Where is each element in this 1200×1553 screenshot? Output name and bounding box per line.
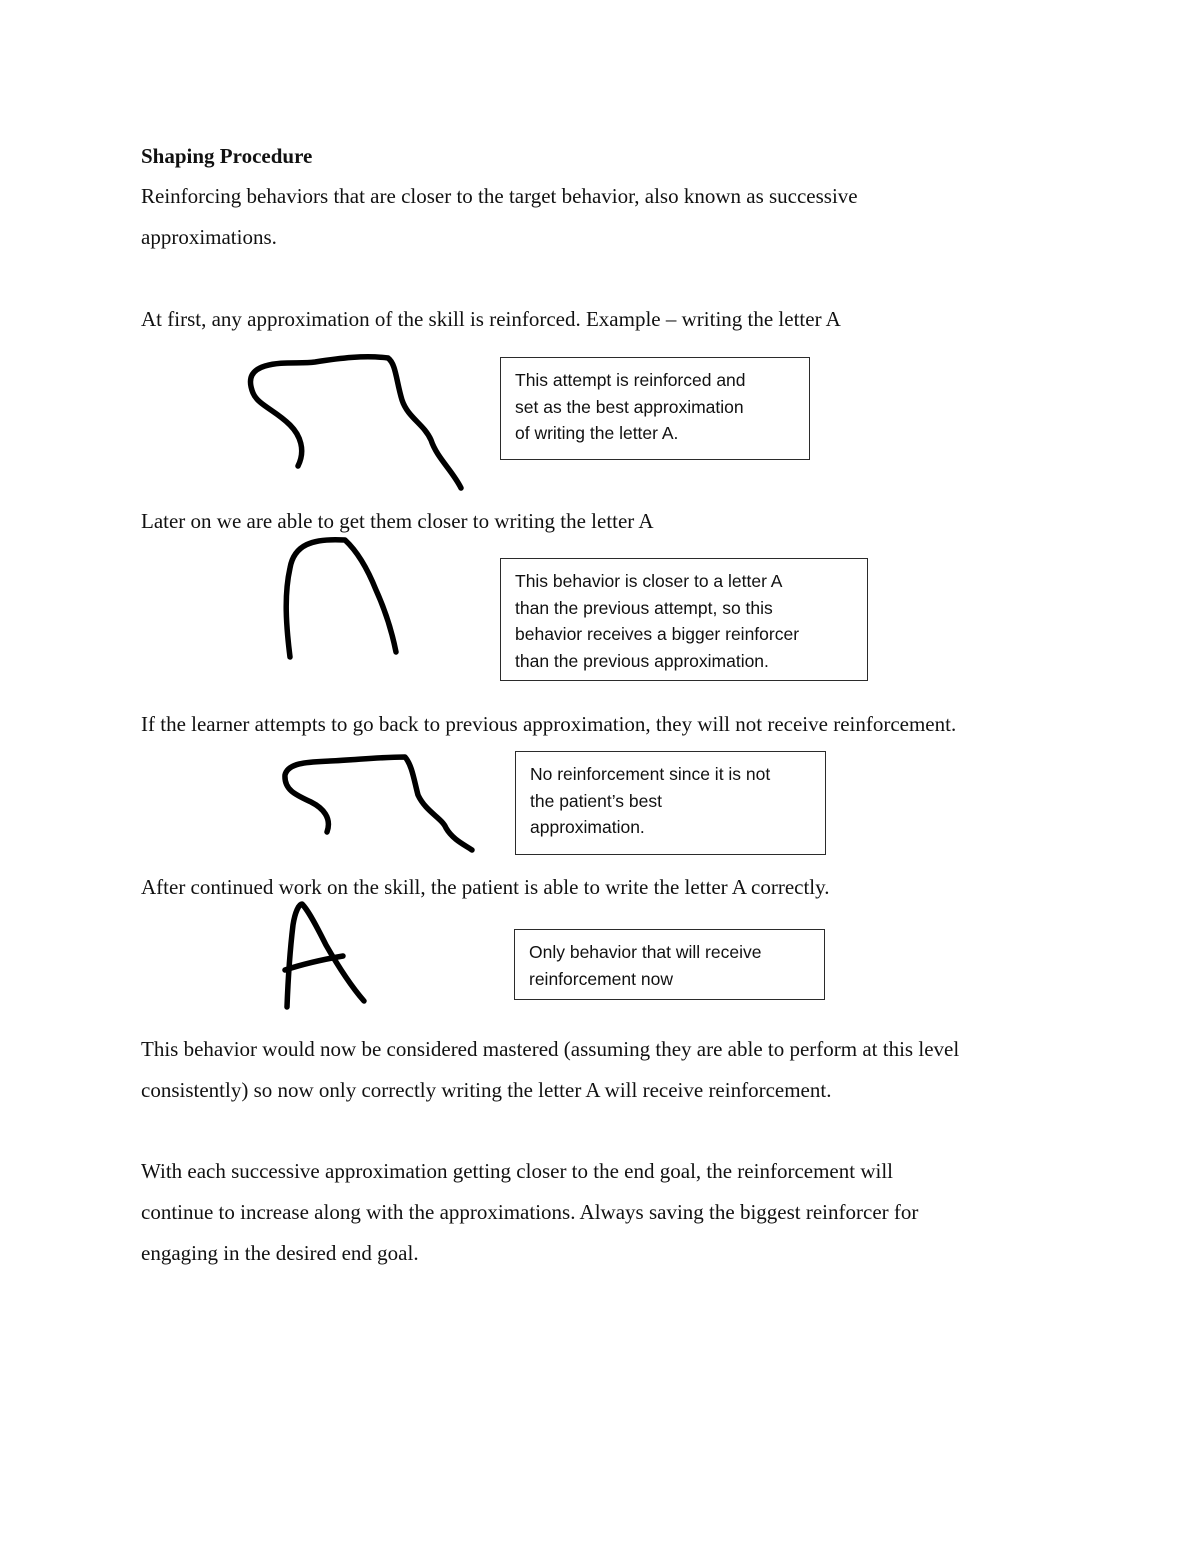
intro-line-2: approximations. <box>141 225 277 249</box>
freehand-approximation-1-drawing <box>250 357 461 488</box>
callout-first-line1: This attempt is reinforced and <box>515 370 746 390</box>
freehand-approximation-regression-drawing <box>285 757 472 850</box>
page-title: Shaping Procedure <box>141 144 313 168</box>
callout-first-line3: of writing the letter A. <box>515 423 679 443</box>
callout-fourth-line1: Only behavior that will receive <box>529 942 762 962</box>
callout-second <box>500 558 868 681</box>
step4-text: After continued work on the skill, the patient is able to write the letter A correctly. <box>141 875 830 899</box>
callout-third-line2: the patient’s best <box>530 790 662 811</box>
callout-fourth-line2: reinforcement now <box>529 968 673 989</box>
callout-second-line4: than the previous approximation. <box>515 650 769 671</box>
step1-text: At first, any approximation of the skill is reinforced. Example – writing the letter A <box>141 307 841 331</box>
conclusion-line-1: With each successive approximation getting closer to the end goal, the reinforcement will <box>141 1159 893 1183</box>
callout-second-line3: behavior receives a bigger reinforcer <box>515 624 800 644</box>
callout-first <box>500 357 810 460</box>
conclusion-line-2: continue to increase along with the approximations. Always saving the biggest reinforcer for <box>141 1200 919 1224</box>
callout-second-line1: This behavior is closer to a letter A <box>515 571 783 591</box>
mastered-line-2: consistently) so now only correctly writing the letter A will receive reinforcement. <box>141 1078 832 1102</box>
callout-fourth <box>514 929 825 1000</box>
intro-line-1: Reinforcing behaviors that are closer to the target behavior, also known as successive <box>141 184 858 208</box>
freehand-approximation-2-drawing <box>286 540 396 657</box>
step3-text: If the learner attempts to go back to previous approximation, they will not receive reinforcement. <box>141 712 957 736</box>
callout-third-line1: No reinforcement since it is not <box>530 764 771 784</box>
mastered-line-1: This behavior would now be considered mastered (assuming they are able to perform at this level <box>141 1037 960 1061</box>
step2-text: Later on we are able to get them closer to writing the letter A <box>141 509 654 533</box>
callout-second-line2: than the previous attempt, so this <box>515 597 773 618</box>
callout-third-line3: approximation. <box>530 817 645 837</box>
conclusion-line-3: engaging in the desired end goal. <box>141 1241 419 1265</box>
callout-first-line2: set as the best approximation <box>515 396 744 417</box>
letter-a-correct-drawing <box>287 904 364 1007</box>
callout-third <box>515 751 826 855</box>
